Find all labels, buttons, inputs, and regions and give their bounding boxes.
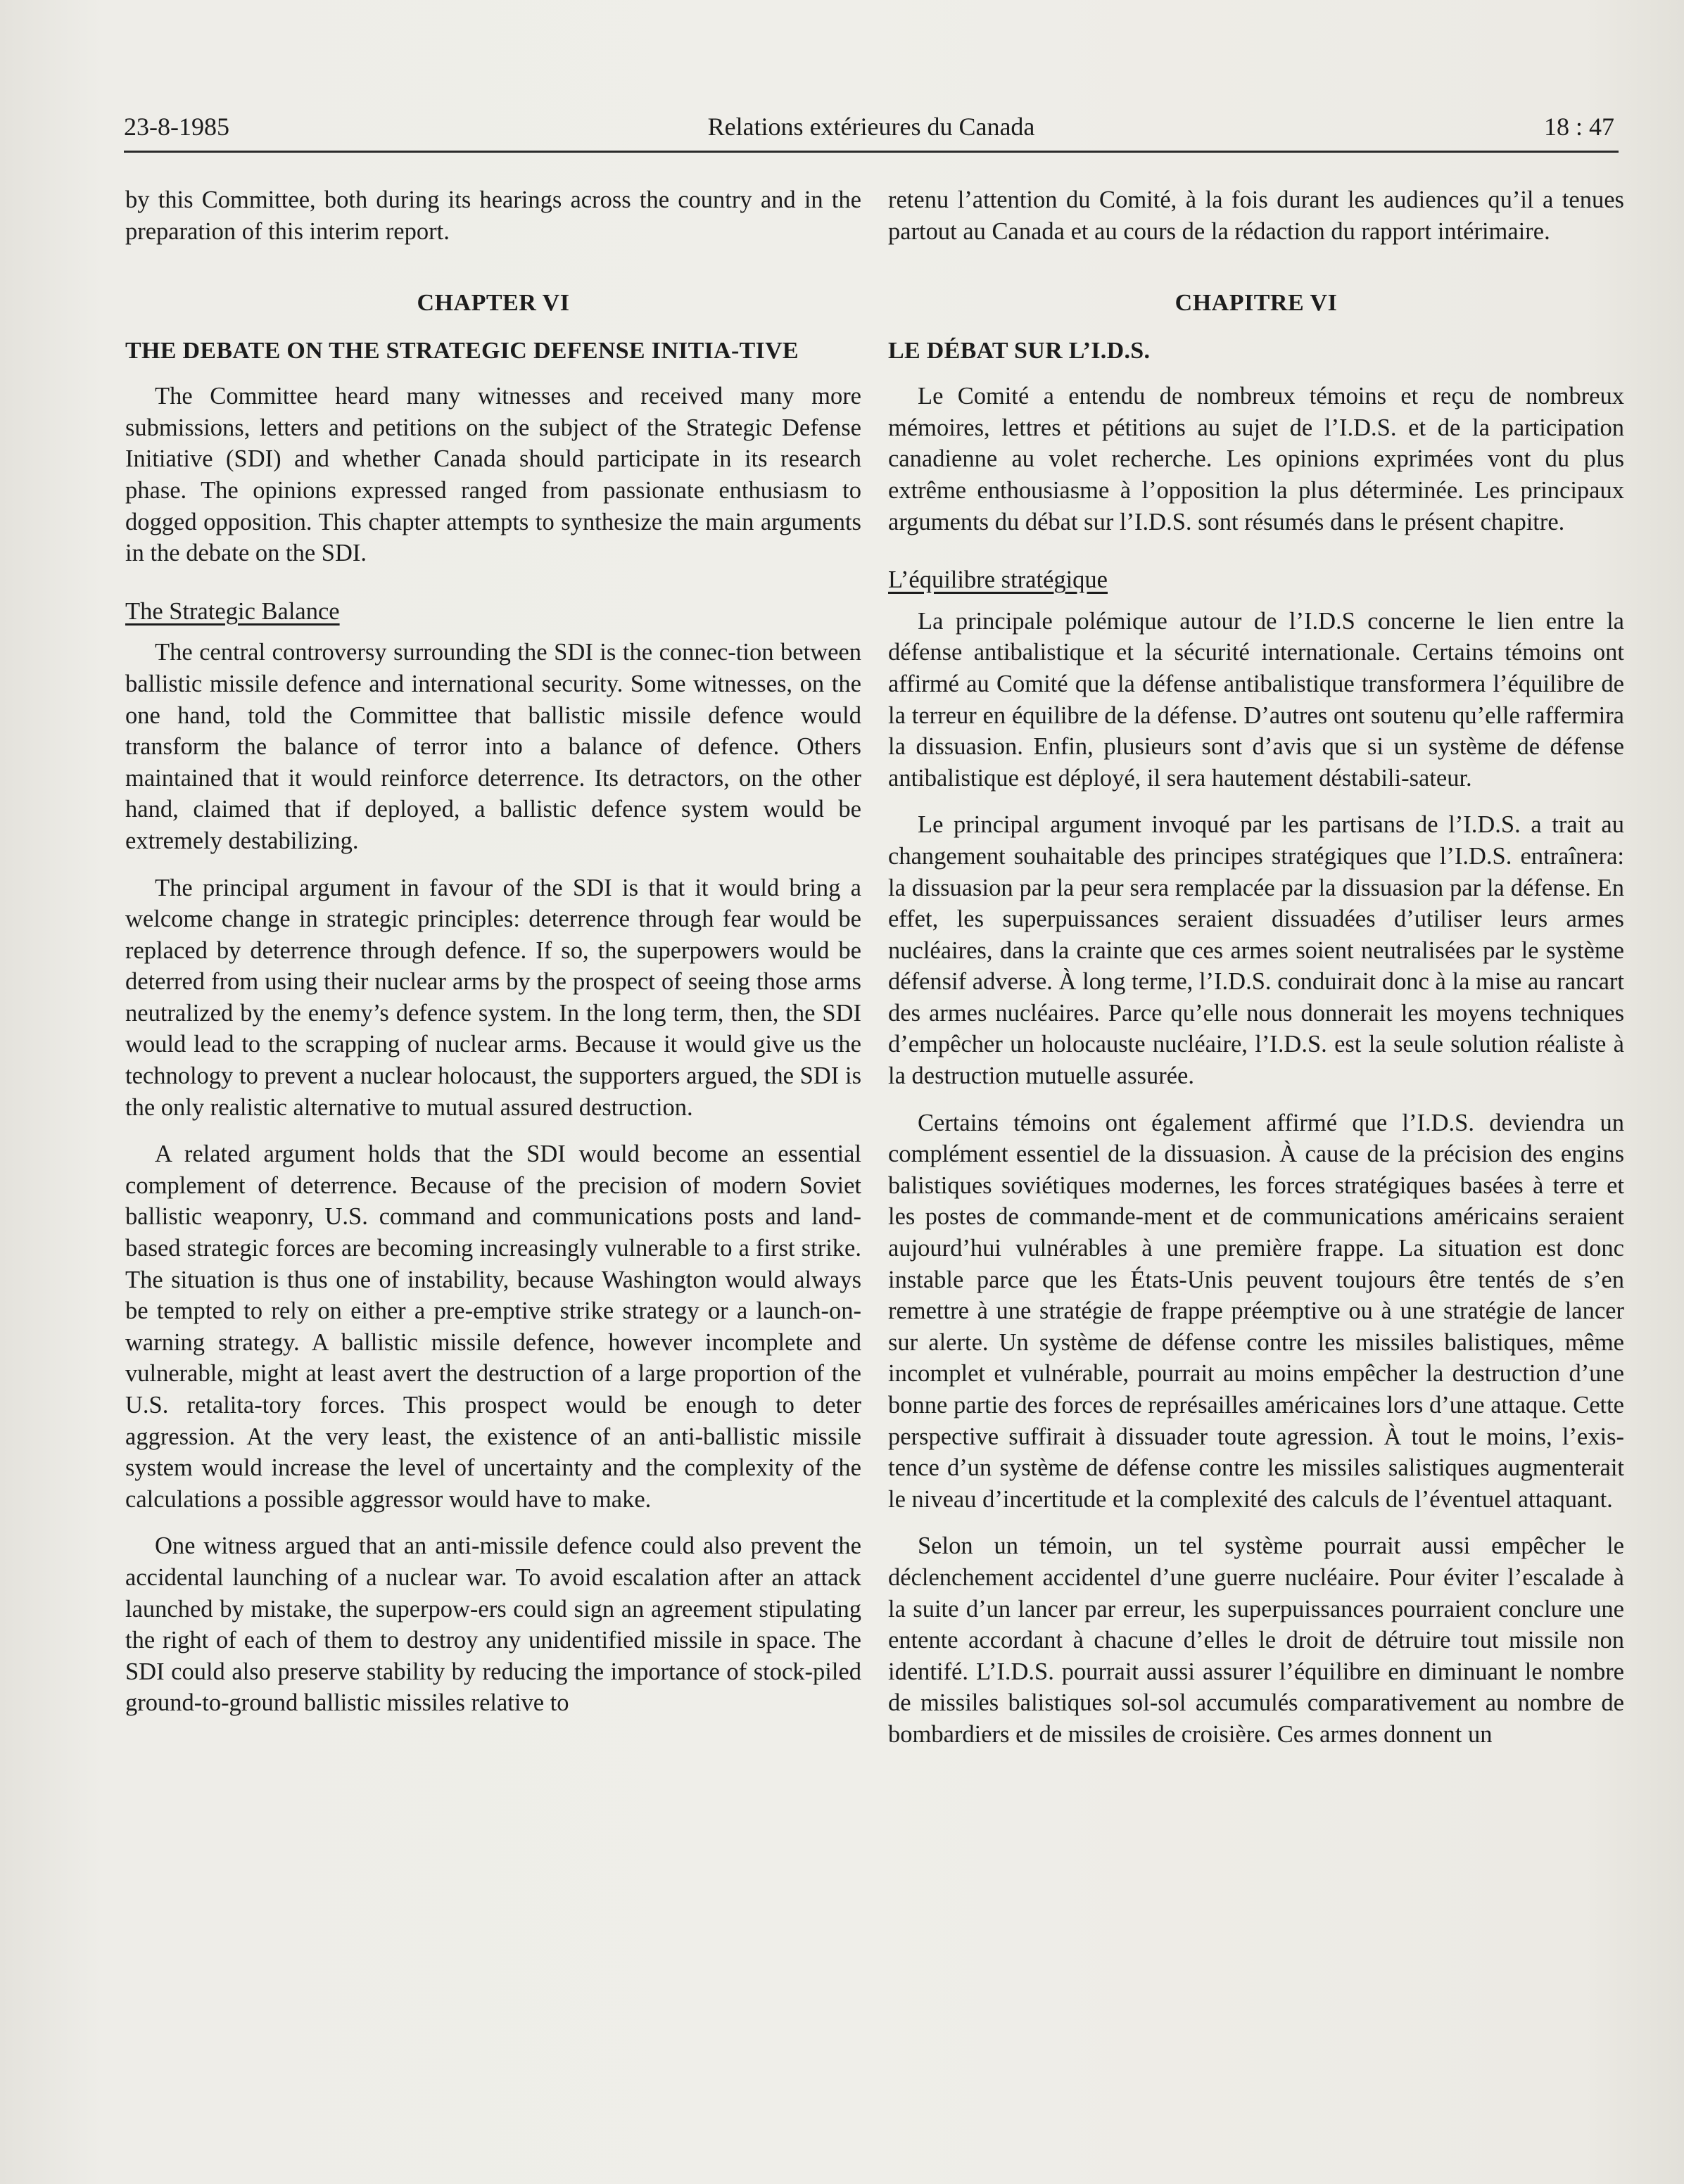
french-section-title: LE DÉBAT SUR L’I.D.S. <box>888 338 1151 364</box>
english-subheading: The Strategic Balance <box>125 597 340 625</box>
header-title: Relations extérieures du Canada <box>707 113 1035 141</box>
french-paragraph-2: La principale polémique autour de l’I.D.S concerne le lien entre la défense antibalistique et la sécurité internationale. Certains témoins ont affirmé au Comité que la défense antibalistique transformera l’équilibre de la terreur en équilibre de la défense. D’autres ont soutenu qu’elle raffermira la dissuasion. Enfin, plusieurs sont d’avis que si un système de défense antibalistique est déployé, il sera hautement déstabili-sateur. <box>888 607 1624 792</box>
french-intro-paragraph: retenu l’attention du Comité, à la fois durant les audiences qu’il a tenues partout au Canada et au cours de la rédaction du rapport intérimaire. <box>888 186 1624 245</box>
french-paragraph-4: Certains témoins ont également affirmé que l’I.D.S. deviendra un complément essentiel de la dissuasion. À cause de la précision des engins balistiques soviétiques modernes, les forces stratégiques basées à terre et les postes de commande-ment et de communications américains seraient aujourd’hui vulnérables à une première frappe. La situation est donc instable parce que les États-Unis peuvent toujours être tentés de s’en remettre à une stratégie de frappe préemptive ou à une stratégie de lancer sur alerte. Un système de défense contre les missiles balistiques, même incomplet et vulnérable, pourrait au moins empêcher la destruction d’une bonne partie des forces de représailles américaines lors d’une attaque. Cette perspective suffirait à dissuader toute agression. À tout le moins, l’exis-tence d’un système de défense contre les missiles salistiques augmenterait le niveau d’incertitude et la complexité des calculs de l’éventuel attaquant. <box>888 1109 1624 1513</box>
french-paragraph-1: Le Comité a entendu de nombreux témoins et reçu de nombreux mémoires, lettres et pétitions au sujet de l’I.D.S. et de la participation canadienne au volet recherche. Les opinions exprimées vont du plus extrême enthousiasme à l’opposition la plus déterminée. Les principaux arguments du débat sur l’I.D.S. sont résumés dans le présent chapitre. <box>888 383 1624 535</box>
english-chapter-heading: CHAPTER VI <box>417 290 570 317</box>
french-paragraph-5: Selon un témoin, un tel système pourrait aussi empêcher le déclenchement accidentel d’une guerre nucléaire. Pour éviter l’escalade à la suite d’un lancer par erreur, les superpuissances pourraient conclure une entente accordant à chacune d’elles le droit de détruire tout missile non identifé. L’I.D.S. pourrait aussi assurer l’équilibre en diminuant le nombre de missiles balistiques sol-sol accumulés comparativement au nombre de bombardiers et de missiles de croisière. Ces armes donnent un <box>888 1532 1624 1748</box>
english-paragraph-5: One witness argued that an anti-missile defence could also prevent the accidental launching of a nuclear war. To avoid escalation after an attack launched by mistake, the superpow-ers could sign an agreement stipulating the right of each of them to destroy any unidentified missile in space. The SDI could also preserve stability by reducing the importance of stock-piled ground-to-ground ballistic missiles relative to <box>125 1532 861 1717</box>
english-paragraph-2: The central controversy surrounding the SDI is the connec-tion between ballistic missile defence and international security. Some witnesses, on the one hand, told the Committee that ballistic missile defence would transform the balance of terror into a balance of defence. Others maintained that it would reinforce deterrence. Its detractors, on the other hand, claimed that if deployed, a ballistic defence system would be extremely destabilizing. <box>125 639 861 854</box>
english-paragraph-1: The Committee heard many witnesses and received many more submissions, letters and petitions on the subject of the Strategic Defense Initiative (SDI) and whether Canada should participate in its research phase. The opinions expressed ranged from passionate enthusiasm to dogged opposition. This chapter attempts to synthesize the main arguments in the debate on the SDI. <box>125 383 861 567</box>
english-paragraph-4: A related argument holds that the SDI would become an essential complement of deterrence. Because of the precision of modern Soviet ballistic weaponry, U.S. command and communications posts and land-based strategic forces are becoming increasingly vulnerable to a first strike. The situation is thus one of instability, because Washington would always be tempted to rely on either a pre-emptive strike strategy or a launch-on-warning strategy. A ballistic missile defence, however incomplete and vulnerable, might at least avert the destruction of a large proportion of the U.S. retalita-tory forces. This prospect would be enough to deter aggression. At the very least, the existence of an anti-ballistic missile system would increase the level of uncertainty and the complexity of the calculations a possible aggressor would have to make. <box>125 1141 861 1513</box>
english-column <box>125 184 861 1734</box>
french-column <box>888 184 1624 1766</box>
page-header <box>124 106 1619 153</box>
english-intro-paragraph: by this Committee, both during its hearings across the country and in the preparation of this interim report. <box>125 186 861 245</box>
french-paragraph-3: Le principal argument invoqué par les partisans de l’I.D.S. a trait au changement souhaitable des principes stratégiques que l’I.D.S. entraînera: la dissuasion par la peur sera remplacée par la dissuasion par la défense. En effet, les superpuissances seraient dissuadées d’utiliser leurs armes nucléaires, dans la crainte que ces armes soient neutralisées par le système défensif adverse. À long terme, l’I.D.S. conduirait donc à la mise au rancart des armes nucléaires. Parce qu’elle nous donnerait les moyens techniques d’empêcher un holocauste nucléaire, l’I.D.S. est la seule solution réaliste à la destruction mutuelle assurée. <box>888 811 1624 1090</box>
english-paragraph-3: The principal argument in favour of the SDI is that it would bring a welcome change in strategic principles: deterrence through fear would be replaced by deterrence through defence. If so, the superpowers would be deterred from using their nuclear arms by the prospect of seeing those arms neutralized by the enemy’s defence system. In the long term, then, the SDI would lead to the scrapping of nuclear arms. Because it would give us the technology to prevent a nuclear holocaust, the supporters argued, the SDI is the only realistic alternative to mutual assured destruction. <box>125 874 861 1121</box>
english-section-title: THE DEBATE ON THE STRATEGIC DEFENSE INITIA-TIVE <box>125 338 799 364</box>
header-page-number: 18 : 47 <box>1543 113 1614 141</box>
french-chapter-heading: CHAPITRE VI <box>1175 290 1338 317</box>
header-date: 23-8-1985 <box>124 113 229 141</box>
french-subheading: L’équilibre stratégique <box>888 566 1108 594</box>
